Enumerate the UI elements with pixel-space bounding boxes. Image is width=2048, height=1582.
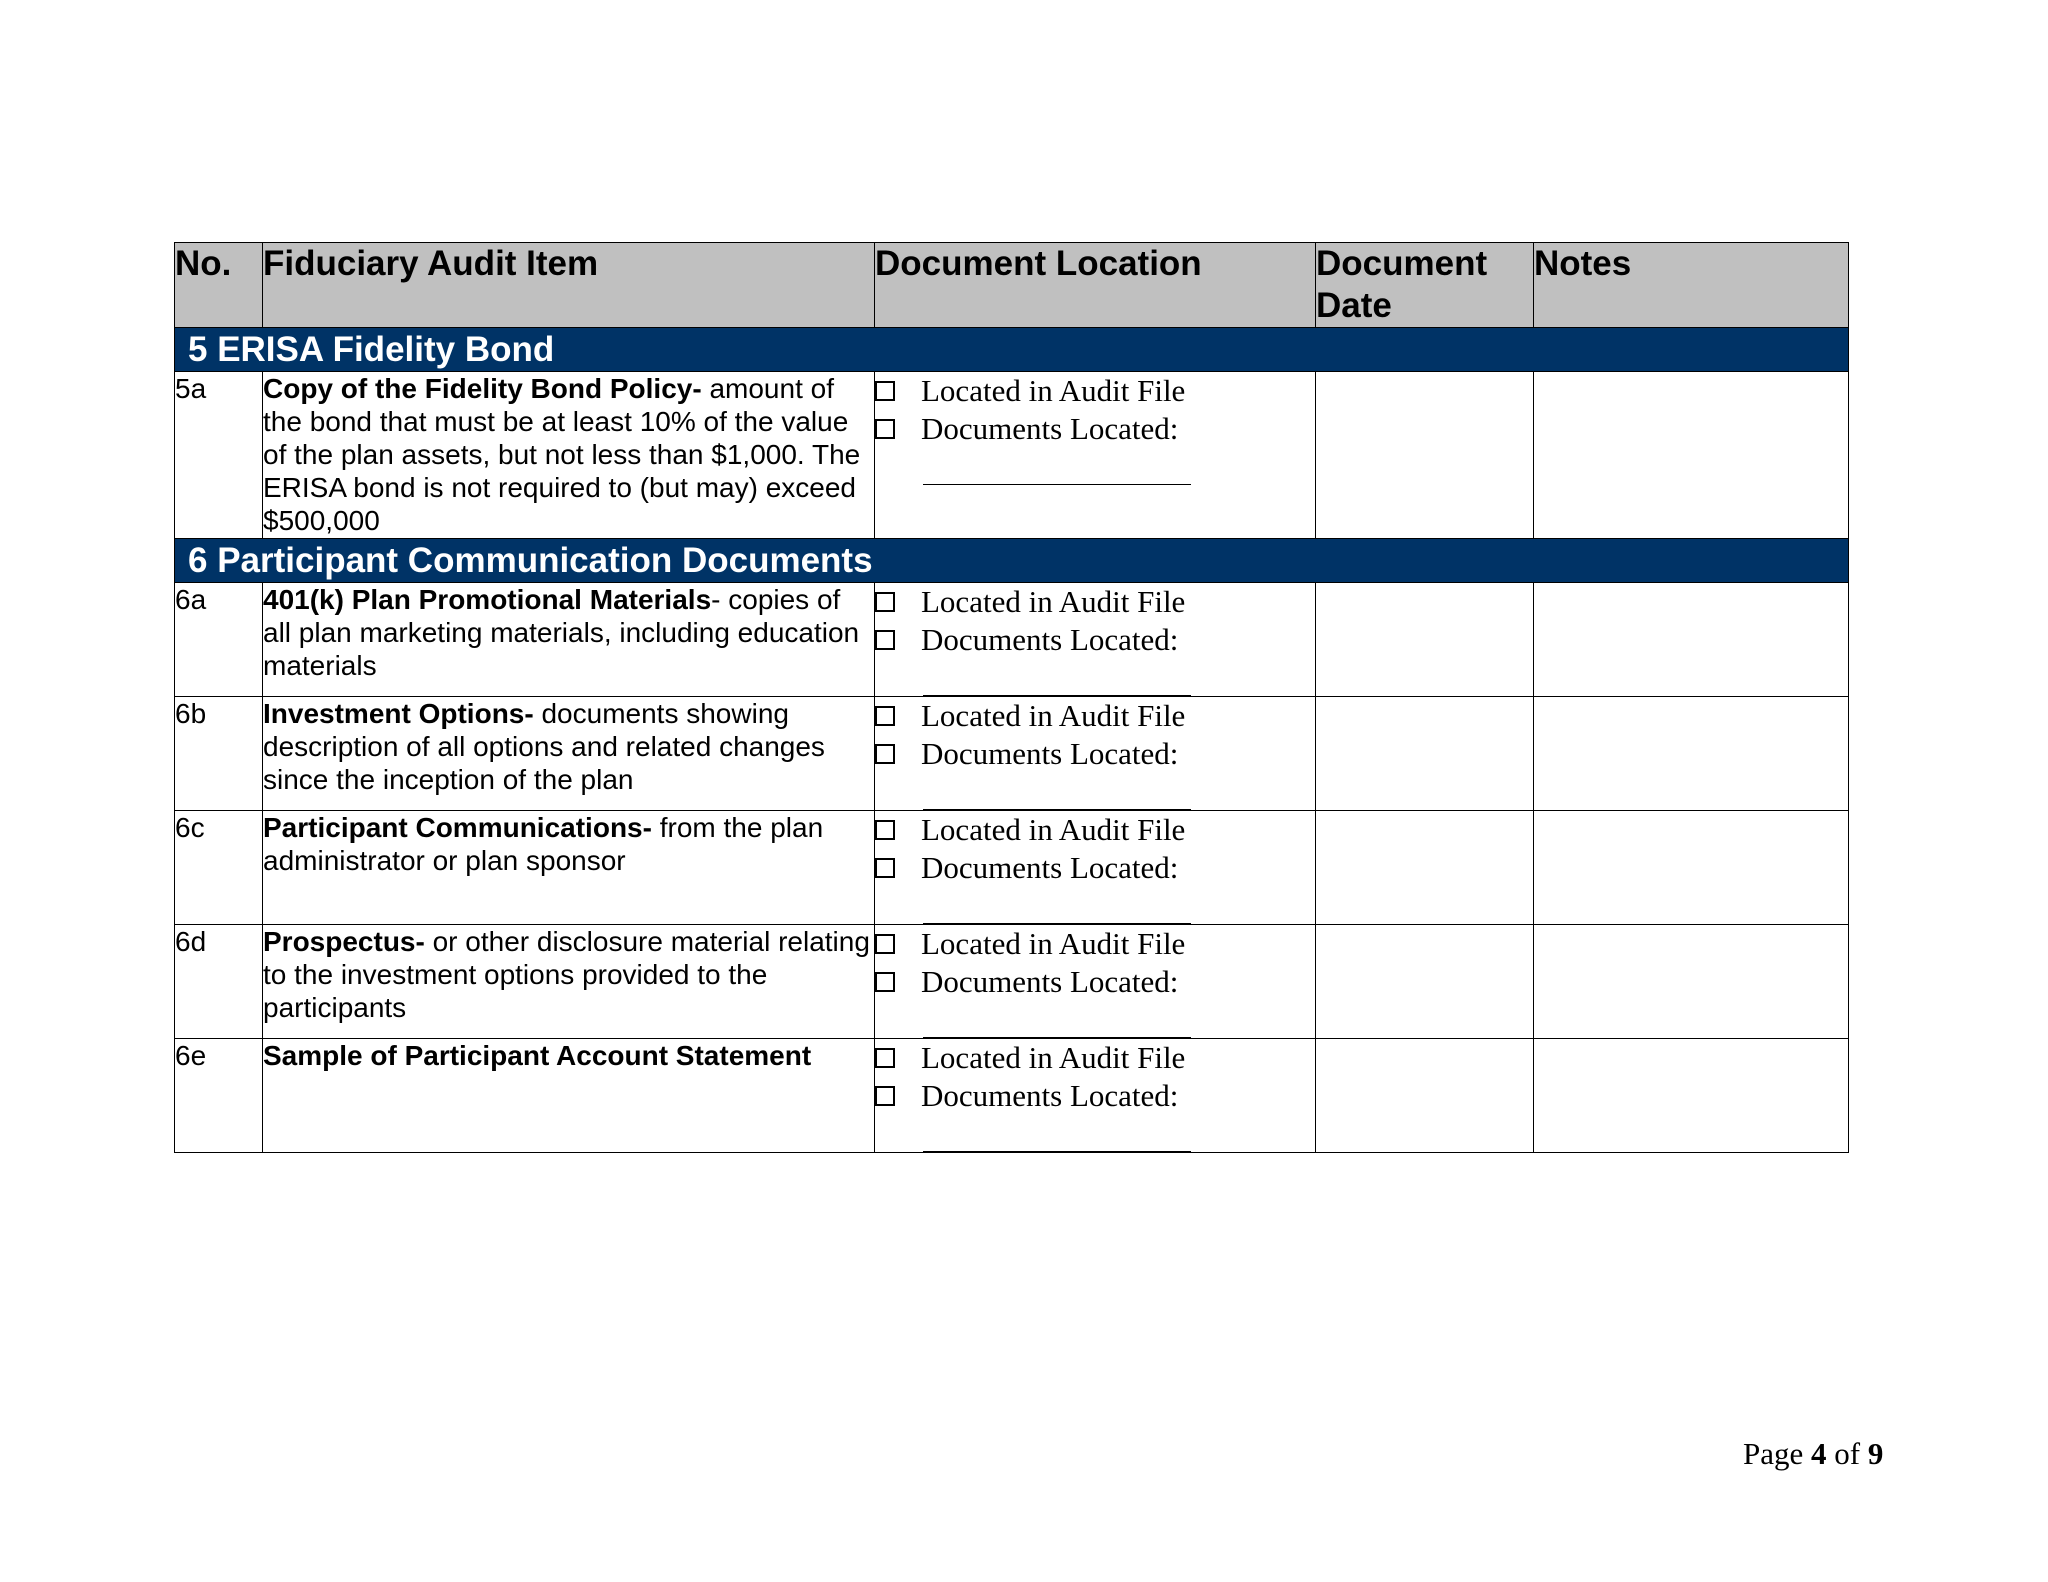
section-title: 5 ERISA Fidelity Bond — [175, 328, 1849, 372]
located-in-audit-file-checkbox[interactable] — [875, 820, 895, 840]
audit-item-description — [263, 583, 875, 697]
audit-item-text: documents showing description of all options and related changes since the inception of the plan — [263, 698, 825, 795]
row-number: 6c — [175, 811, 263, 925]
row-number: 5a — [175, 372, 263, 539]
option-label: Documents Located: — [921, 850, 1179, 885]
option-label: Located in Audit File — [921, 584, 1186, 619]
document-date-cell[interactable] — [1316, 372, 1534, 539]
documents-located-checkbox[interactable] — [875, 972, 895, 992]
audit-item-text: amount of the bond that must be at least 10% of the value of the plan assets, but not less than $1,000. The ERISA bond is not required to (but may) exceed $500,000 — [263, 373, 861, 536]
option-label: Located in Audit File — [921, 373, 1186, 408]
table-row — [175, 925, 1849, 1039]
audit-item-text: from the plan administrator or plan sponsor — [263, 812, 824, 876]
document-date-cell[interactable] — [1316, 1039, 1534, 1153]
documents-located-checkbox[interactable] — [875, 744, 895, 764]
option-label: Documents Located: — [921, 1078, 1179, 1113]
document-location-cell — [875, 925, 1316, 1039]
located-in-audit-file-checkbox[interactable] — [875, 1048, 895, 1068]
header-location: Document Location — [875, 243, 1316, 328]
located-in-audit-file-checkbox[interactable] — [875, 706, 895, 726]
table-row — [175, 811, 1849, 925]
option-label: Documents Located: — [921, 736, 1179, 771]
document-location-cell — [875, 811, 1316, 925]
notes-cell[interactable] — [1534, 1039, 1849, 1153]
row-number: 6a — [175, 583, 263, 697]
table-row — [175, 583, 1849, 697]
header-no: No. — [175, 243, 263, 328]
document-date-cell[interactable] — [1316, 697, 1534, 811]
document-location-cell — [875, 372, 1316, 539]
audit-item-text: or other disclosure material relating to the investment options provided to the participants — [263, 926, 870, 1023]
audit-item-title: Copy of the Fidelity Bond Policy- — [263, 373, 702, 404]
located-in-audit-file-checkbox[interactable] — [875, 381, 895, 401]
table-row — [175, 697, 1849, 811]
audit-item-description — [263, 697, 875, 811]
document-date-cell[interactable] — [1316, 583, 1534, 697]
document-location-cell — [875, 1039, 1316, 1153]
documents-located-blank-line[interactable] — [923, 1001, 1191, 1038]
page-current: 4 — [1811, 1436, 1827, 1471]
page-number — [1743, 1434, 1883, 1474]
documents-located-blank-line[interactable] — [923, 448, 1191, 485]
audit-item-title: Investment Options- — [263, 698, 534, 729]
header-date-line1: Document — [1316, 244, 1488, 283]
row-number: 6d — [175, 925, 263, 1039]
notes-cell[interactable] — [1534, 697, 1849, 811]
page-of: of — [1826, 1436, 1868, 1471]
document-location-cell — [875, 583, 1316, 697]
audit-item-description — [263, 925, 875, 1039]
documents-located-blank-line[interactable] — [923, 773, 1191, 810]
section-row — [175, 328, 1849, 372]
audit-item-description — [263, 811, 875, 925]
header-notes: Notes — [1534, 243, 1849, 328]
page-total: 9 — [1867, 1436, 1884, 1471]
table-row — [175, 372, 1849, 539]
audit-item-title: 401(k) Plan Promotional Materials — [263, 584, 712, 615]
header-date — [1316, 243, 1534, 328]
audit-item-description — [263, 1039, 875, 1153]
documents-located-blank-line[interactable] — [923, 659, 1191, 696]
header-item: Fiduciary Audit Item — [263, 243, 875, 328]
notes-cell[interactable] — [1534, 925, 1849, 1039]
page-prefix: Page — [1743, 1436, 1812, 1471]
documents-located-checkbox[interactable] — [875, 419, 895, 439]
fiduciary-audit-table — [174, 242, 1849, 1153]
audit-item-title: Sample of Participant Account Statement — [263, 1040, 812, 1071]
option-label: Located in Audit File — [921, 698, 1186, 733]
document-date-cell[interactable] — [1316, 811, 1534, 925]
document-location-cell — [875, 697, 1316, 811]
notes-cell[interactable] — [1534, 372, 1849, 539]
located-in-audit-file-checkbox[interactable] — [875, 592, 895, 612]
header-row — [175, 243, 1849, 328]
row-number: 6e — [175, 1039, 263, 1153]
table-row — [175, 1039, 1849, 1153]
document-date-cell[interactable] — [1316, 925, 1534, 1039]
audit-item-text: - copies of all plan marketing materials, including education materials — [263, 584, 860, 681]
audit-item-description — [263, 372, 875, 539]
row-number: 6b — [175, 697, 263, 811]
option-label: Documents Located: — [921, 964, 1179, 999]
located-in-audit-file-checkbox[interactable] — [875, 934, 895, 954]
documents-located-checkbox[interactable] — [875, 630, 895, 650]
option-label: Located in Audit File — [921, 812, 1186, 847]
section-row — [175, 539, 1849, 583]
option-label: Documents Located: — [921, 411, 1179, 446]
option-label: Documents Located: — [921, 622, 1179, 657]
header-date-line2: Date — [1316, 286, 1392, 325]
audit-item-title: Prospectus- — [263, 926, 425, 957]
audit-item-title: Participant Communications- — [263, 812, 652, 843]
notes-cell[interactable] — [1534, 811, 1849, 925]
section-title: 6 Participant Communication Documents — [175, 539, 1849, 583]
documents-located-checkbox[interactable] — [875, 1086, 895, 1106]
documents-located-blank-line[interactable] — [923, 887, 1191, 924]
documents-located-blank-line[interactable] — [923, 1115, 1191, 1152]
option-label: Located in Audit File — [921, 1040, 1186, 1075]
documents-located-checkbox[interactable] — [875, 858, 895, 878]
option-label: Located in Audit File — [921, 926, 1186, 961]
notes-cell[interactable] — [1534, 583, 1849, 697]
